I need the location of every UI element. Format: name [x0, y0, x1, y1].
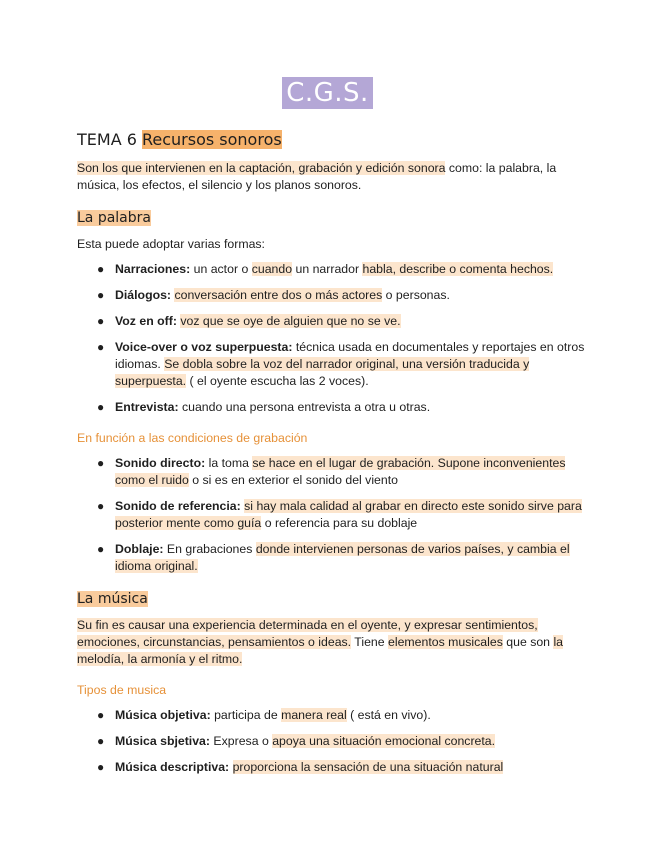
item-t2: o referencia para su doblaje — [261, 516, 418, 530]
item-h2: habla, describe o comenta hechos. — [362, 262, 554, 276]
palabra-heading — [77, 208, 587, 228]
musica-p-h3: la melodía, la armonía y el ritmo. — [77, 635, 564, 666]
item-term: Diálogos: — [115, 288, 172, 302]
tema-name: Recursos sonoros — [141, 130, 282, 149]
list-item — [97, 541, 587, 575]
item-h1: conversación entre dos o más actores — [174, 288, 383, 302]
item-t1: Expresa o — [210, 734, 273, 748]
palabra-list — [77, 261, 587, 416]
list-item — [97, 261, 587, 278]
item-t1: En grabaciones — [163, 542, 256, 556]
bullet-icon: ● — [97, 542, 105, 556]
item-term: Música descriptiva: — [115, 760, 230, 774]
item-h1: proporciona la sensación de una situación natural — [232, 760, 504, 774]
item-t2: o personas. — [382, 288, 450, 302]
condiciones-heading: En función a las condiciones de grabación — [77, 431, 308, 445]
intro-highlight: Son los que intervienen en la captación, grabación y edición sonora — [77, 161, 446, 175]
tipos-heading: Tipos de musica — [77, 683, 167, 697]
bullet-icon: ● — [97, 734, 105, 748]
palabra-heading-text: La palabra — [77, 210, 151, 226]
item-h1: Se dobla sobre la voz del narrador original, una versión traducida y superpuesta. — [115, 357, 530, 388]
list-item — [97, 399, 587, 416]
bullet-icon: ● — [97, 288, 105, 302]
list-item — [97, 287, 587, 304]
bullet-icon: ● — [97, 314, 105, 328]
item-term: Narraciones: — [115, 262, 191, 276]
item-term: Sonido directo: — [115, 456, 206, 470]
item-term: Doblaje: — [115, 542, 164, 556]
musica-heading — [77, 589, 587, 609]
item-h1: apoya una situación emocional concreta. — [272, 734, 496, 748]
list-item — [97, 455, 587, 489]
item-term: Música sbjetiva: — [115, 734, 210, 748]
bullet-icon: ● — [97, 400, 105, 414]
list-item — [97, 339, 587, 390]
item-t2: ( el oyente escucha las 2 voces). — [186, 374, 369, 388]
title-container — [0, 77, 655, 109]
palabra-intro: Esta puede adoptar varias formas: — [77, 237, 265, 251]
musica-p-t1: Tiene — [351, 635, 389, 649]
item-t1: la toma — [205, 456, 253, 470]
musica-heading-text: La música — [77, 591, 148, 607]
list-item — [97, 707, 587, 724]
item-h1: voz que se oye de alguien que no se ve. — [180, 314, 401, 328]
list-item — [97, 733, 587, 750]
condiciones-list — [77, 455, 587, 575]
bullet-icon: ● — [97, 340, 105, 354]
item-t2: un narrador — [292, 262, 363, 276]
item-term: Voice-over o voz superpuesta: — [115, 340, 293, 354]
item-h1: se hace en el lugar de grabación. Supone inconvenientes como el ruido — [115, 456, 566, 487]
item-h1: donde intervienen personas de varios países, y cambia el idioma original. — [115, 542, 570, 573]
item-t1: participa de — [210, 708, 282, 722]
item-t1: técnica usada en documentales y reportajes en otros idiomas. — [115, 340, 585, 371]
musica-p-t2: que son — [502, 635, 554, 649]
item-h1: manera real — [281, 708, 347, 722]
list-item — [97, 313, 587, 330]
item-term: Música objetiva: — [115, 708, 211, 722]
bullet-icon: ● — [97, 456, 105, 470]
musica-p-h2: elementos musicales — [388, 635, 503, 649]
bullet-icon: ● — [97, 708, 105, 722]
bullet-icon: ● — [97, 760, 105, 774]
document-body — [77, 128, 587, 785]
item-term: Entrevista: — [115, 400, 179, 414]
item-h1: si hay mala calidad al grabar en directo este sonido sirve para posterior mente como guía — [115, 499, 582, 530]
item-t1: cuando una persona entrevista a otra u otras. — [178, 400, 431, 414]
musica-paragraph — [77, 617, 587, 668]
tema-heading — [77, 128, 587, 152]
tipos-list — [77, 707, 587, 776]
tema-number: TEMA 6 — [77, 130, 142, 149]
bullet-icon: ● — [97, 499, 105, 513]
item-h1: cuando — [251, 262, 293, 276]
item-term: Voz en off: — [115, 314, 177, 328]
intro-rest: como: la palabra, la música, los efectos, el silencio y los planos sonoros. — [77, 161, 557, 192]
item-term: Sonido de referencia: — [115, 499, 241, 513]
item-t2: o si es en exterior el sonido del viento — [188, 473, 398, 487]
intro-paragraph — [77, 160, 587, 194]
list-item — [97, 498, 587, 532]
musica-p-h1: Su fin es causar una experiencia determinada en el oyente, y expresar sentimientos, emociones, circunstancias, pensamientos o ideas. — [77, 618, 538, 649]
bullet-icon: ● — [97, 262, 105, 276]
list-item — [97, 759, 587, 776]
document-title: C.G.S. — [282, 77, 373, 109]
item-t2: ( está en vivo). — [346, 708, 431, 722]
item-t1: un actor o — [190, 262, 252, 276]
